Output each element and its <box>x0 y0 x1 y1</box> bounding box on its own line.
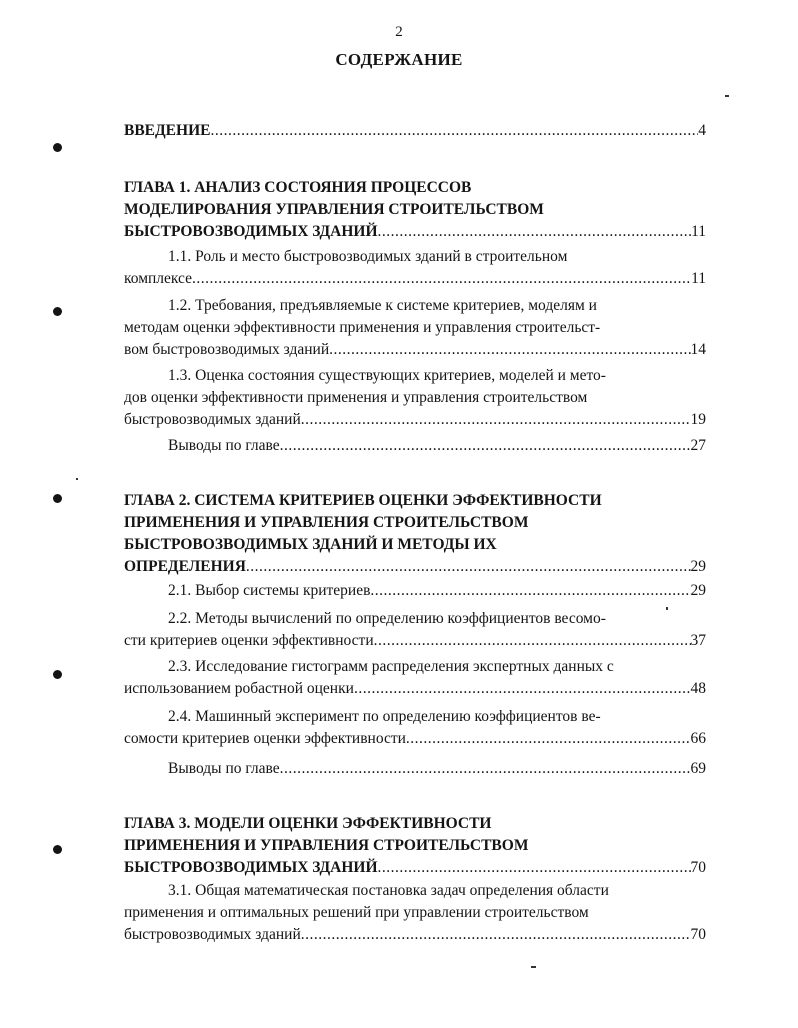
toc-page-number: 37 <box>690 632 706 649</box>
toc-page-number: 4 <box>698 122 706 139</box>
toc-entry-section-2-2[interactable] <box>124 608 706 652</box>
toc-entry-title: ГЛАВА 2. СИСТЕМА КРИТЕРИЕВ ОЦЕНКИ ЭФФЕКТИВНОСТИ <box>124 492 602 509</box>
binder-hole-mark <box>53 143 62 152</box>
leader-dots <box>192 268 691 290</box>
toc-entry-title: ПРИМЕНЕНИЯ И УПРАВЛЕНИЯ СТРОИТЕЛЬСТВОМ <box>124 837 529 854</box>
toc-page-number: 11 <box>691 223 706 240</box>
toc-entry-title: МОДЕЛИРОВАНИЯ УПРАВЛЕНИЯ СТРОИТЕЛЬСТВОМ <box>124 201 544 218</box>
toc-entry-title: вом быстровозводимых зданий <box>124 341 330 358</box>
toc-page-number: 29 <box>690 558 706 575</box>
toc-entry-title: БЫСТРОВОЗВОДИМЫХ ЗДАНИЙ И МЕТОДЫ ИХ <box>124 536 497 553</box>
toc-entry-title: 1.3. Оценка состояния существующих критериев, моделей и мето- <box>168 367 606 384</box>
binder-hole-mark <box>53 845 62 854</box>
toc-entry-title: 2.1. Выбор системы критериев <box>168 582 371 599</box>
toc-entry-title: Выводы по главе <box>168 760 280 777</box>
leader-dots <box>301 409 691 431</box>
toc-entry-title: методам оценки эффективности применения и управления строительст- <box>124 319 601 336</box>
toc-entry-title: 1.1. Роль и место быстровозводимых зданий в строительном <box>168 248 568 265</box>
toc-entry-conclusions-2[interactable] <box>124 758 706 780</box>
toc-entry-title: 2.4. Машинный эксперимент по определению коэффициентов ве- <box>168 708 601 725</box>
toc-entry-section-1-1[interactable] <box>124 246 706 290</box>
leader-dots <box>210 120 698 142</box>
toc-entry-title: БЫСТРОВОЗВОДИМЫХ ЗДАНИЙ <box>124 223 378 240</box>
toc-page-number: 69 <box>690 760 706 777</box>
leader-dots <box>370 580 690 602</box>
toc-entry-title: быстровозводимых зданий <box>124 926 301 943</box>
toc-page-number: 27 <box>690 437 706 454</box>
leader-dots <box>280 435 691 457</box>
leader-dots <box>406 728 691 750</box>
toc-page-number: 70 <box>690 859 706 876</box>
toc-entry-section-2-1[interactable] <box>124 580 706 602</box>
binder-hole-mark <box>53 307 62 316</box>
toc-entry-title: 3.1. Общая математическая постановка задач определения области <box>168 882 609 899</box>
toc-page-number: 11 <box>691 270 706 287</box>
toc-entry-section-1-2[interactable] <box>124 295 706 361</box>
leader-dots <box>246 556 691 578</box>
toc-entry-title: 1.2. Требования, предъявляемые к системе критериев, моделям и <box>168 297 597 314</box>
toc-entry-title: применения и оптимальных решений при управлении строительством <box>124 904 589 921</box>
scan-speck <box>725 95 729 97</box>
toc-entry-title: дов оценки эффективности применения и управления строительством <box>124 389 588 406</box>
toc-entry-chapter-1[interactable] <box>124 177 706 243</box>
toc-page-number: 14 <box>690 341 706 358</box>
toc-page-number: 19 <box>690 411 706 428</box>
toc-entry-section-3-1[interactable] <box>124 880 706 946</box>
toc-entry-title: 2.3. Исследование гистограмм распределения экспертных данных с <box>168 658 614 675</box>
toc-entry-title: БЫСТРОВОЗВОДИМЫХ ЗДАНИЙ <box>124 859 378 876</box>
scan-speck <box>531 966 536 968</box>
toc-entry-section-2-4[interactable] <box>124 706 706 750</box>
toc-entry-title: сомости критериев оценки эффективности <box>124 730 406 747</box>
toc-page-number: 48 <box>690 680 706 697</box>
leader-dots <box>378 857 691 879</box>
binder-hole-mark <box>53 494 62 503</box>
leader-dots <box>280 758 691 780</box>
page-title: СОДЕРЖАНИЕ <box>335 50 463 69</box>
toc-entry-title: 2.2. Методы вычислений по определению коэффициентов весомо- <box>168 610 606 627</box>
toc-entry-title: быстровозводимых зданий <box>124 411 301 428</box>
toc-entry-title: использованием робастной оценки <box>124 680 354 697</box>
leader-dots <box>378 221 692 243</box>
leader-dots <box>374 630 691 652</box>
page-number: 2 <box>395 24 403 40</box>
toc-page-number: 29 <box>690 582 706 599</box>
toc-entry-title: ОПРЕДЕЛЕНИЯ <box>124 558 246 575</box>
toc-entry-title: ГЛАВА 3. МОДЕЛИ ОЦЕНКИ ЭФФЕКТИВНОСТИ <box>124 815 492 832</box>
toc-entry-title: ПРИМЕНЕНИЯ И УПРАВЛЕНИЯ СТРОИТЕЛЬСТВОМ <box>124 514 529 531</box>
toc-entry-title: комплексе <box>124 270 193 287</box>
toc-entry-title: ВВЕДЕНИЕ <box>124 122 211 139</box>
toc-page-number: 70 <box>690 926 706 943</box>
scan-speck <box>76 478 78 480</box>
binder-hole-mark <box>53 670 62 679</box>
leader-dots <box>301 924 691 946</box>
toc-entry-title: Выводы по главе <box>168 437 280 454</box>
toc-entry-chapter-3[interactable] <box>124 813 706 879</box>
toc-entry-intro[interactable] <box>124 120 706 142</box>
toc-page-number: 66 <box>690 730 706 747</box>
toc-entry-title: ГЛАВА 1. АНАЛИЗ СОСТОЯНИЯ ПРОЦЕССОВ <box>124 179 472 196</box>
toc-entry-chapter-2[interactable] <box>124 490 706 578</box>
toc-entry-title: сти критериев оценки эффективности <box>124 632 374 649</box>
toc-entry-conclusions-1[interactable] <box>124 435 706 457</box>
leader-dots <box>354 678 691 700</box>
toc-entry-section-2-3[interactable] <box>124 656 706 700</box>
leader-dots <box>329 339 690 361</box>
toc-entry-section-1-3[interactable] <box>124 365 706 431</box>
